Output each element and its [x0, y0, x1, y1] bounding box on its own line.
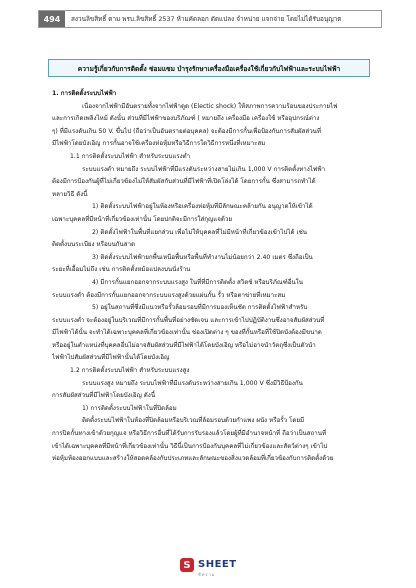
paragraph-line: ระบบแรงต่ำ หมายถึง ระบบไฟฟ้าที่มีแรงดันระหว่างสายไม่เกิน 1,000 V การติดตั้งทางไฟฟ้า [82, 165, 326, 173]
paragraph-line: ไฟฟ้าไปสัมผัสส่วนที่มีไฟฟ้านั้นได้โดยบังเอิญ [52, 354, 170, 362]
paragraph-line: ระบบแรงสูง หมายถึง ระบบไฟฟ้าที่มีแรงดันระหว่างสายเกิน 1,000 V ซึ่งมีวิธีป้องกัน [82, 379, 303, 387]
paragraph-line: ระบบแรงต่ำ ต้องมีการกั้นแยกออกจากระบบแรงสูงด้วยแผ่นกั้น รั้ว หรือตาข่ายที่เหมาะสม [52, 291, 286, 299]
logo-subtext: ชีทราม [198, 572, 216, 577]
paragraph-line: 2) ติดตั้งไฟฟ้าในพื้นที่แยกส่วน เพื่อไม่ให้บุคคลที่ไม่มีหน้าที่เกี่ยวข้องเข้าไปได้ เช่น [92, 228, 308, 236]
running-title: สงวนลิขสิทธิ์ ตาม พรบ.ลิขสิทธิ์ 2537 ห้ามคัดลอก ดัดแปลง จำหน่าย แจกจ่าย โดยไม่ได้รับอนุญาต [71, 15, 342, 23]
paragraph-line: 1.1 การติดตั้งระบบไฟฟ้า สำหรับระบบแรงต่ำ [70, 152, 191, 160]
paragraph-line: มีไฟฟ้าโดยบังเอิญ การกั้นอาจใช้เครื่องห่อหุ้มหรือวิธีการใดวิธีการหนึ่งที่เหมาะสม [52, 140, 266, 148]
paragraph-line: หรืออยู่ในตำแหน่งที่บุคคลอื่นไม่อาจสัมผัสส่วนที่มีไฟฟ้าได้โดยบังเอิญ หรือไม่อาจนำวัตถุซึ่งเป็นตัวนำ [52, 341, 316, 349]
paragraph-line: การสัมผัสส่วนที่มีไฟฟ้าโดยบังเอิญ ดังนี้ [52, 392, 156, 400]
paragraph-line: มีไฟฟ้าได้นั้น จะทำได้เฉพาะบุคคลที่เกี่ยวข้องเท่านั้น ช่องเปิดต่าง ๆ ของที่กั้นหรือที่ใช้ปิดบังต้องมีขนาด [52, 329, 322, 337]
page-number: 494 [39, 11, 65, 27]
section-heading: 1. การติดตั้งระบบไฟฟ้า [52, 90, 117, 97]
publisher-logo [180, 552, 237, 578]
logo-icon: S [180, 558, 194, 572]
paragraph-line: 1) การติดตั้งระบบไฟฟ้าในที่ปิดล้อม [82, 404, 177, 412]
paragraph-line: การปิดกั้นทางเข้าด้วยกุญแจ หรือวิธีการอื่นที่ได้รับการรับรองแล้วโดยผู้ที่มีอำนาจหน้าที่ ถือว่าเป็นสถานที่ [52, 430, 327, 438]
paragraph-line: ติดตั้งบนระเบียง หรือบนกันสาด [52, 241, 136, 249]
section-title: ความรู้เกี่ยวกับการติดตั้ง ซ่อมแซม บำรุงรักษาเครื่องมือเครื่องใช้เกี่ยวกับไฟฟ้าและระบบไฟฟ้า [48, 59, 370, 77]
paragraph-line: ห่อหุ้มท้องออกแบบและสร้างให้สอดคล้องกับประเภทและลักษณะของสิ่งแวดล้อมที่เกี่ยวข้องกับการติดตั้งด้วย [52, 455, 334, 463]
logo-text: SHEET [198, 559, 237, 570]
paragraph-line: เฉพาะบุคคลที่มีหน้าที่เกี่ยวข้องเท่านั้น โดยปกติจะมีการใส่กุญแจด้วย [52, 215, 233, 223]
paragraph-line: 1) ติดตั้งระบบไฟฟ้าอยู่ในห้องหรือเครื่องห่อหุ้มที่มีลักษณะคล้ายกัน อนุญาตให้เข้าได้ [92, 203, 313, 211]
paragraph-line: 3) ติดตั้งระบบไฟฟ้ายกพื้นเหนือพื้นหรือพื้นที่ทำงานไม่น้อยกว่า 2.40 เมตร ซึ่งถือเป็น [92, 253, 313, 261]
paragraph-line: ระบบแรงต่ำ จะต้องอยู่ในบริเวณที่มีการกั้นพื้นที่อย่างชัดเจน และการเข้าไปปฏิบัติงานซึ่งอาจสัมผัสส่วนที่ [52, 316, 325, 324]
paragraph-line: 5) อยู่ในสถานที่ซึ่งมีแนวหรือรั้วล้อมรอบที่มีการมองเห็นชัด การติดตั้งไฟฟ้าสำหรับ [92, 304, 308, 312]
paragraph-line: ต้องมีการป้องกันผู้ที่ไม่เกี่ยวข้องไม่ให้สัมผัสกับส่วนที่มีไฟฟ้าที่เปิดโล่งได้ โดยการกั้น ซึ่งสามารถทำได้ [52, 178, 316, 186]
paragraph-line: ระยะที่เอื้อมไม่ถึง เช่น การติดตั้งหม้อแปลงบนนั่งร้าน [52, 266, 191, 274]
paragraph-line: เนื่องจากไฟฟ้ามีอันตรายทั้งจากไฟฟ้าดูด (Electic shock) ให้สภาพการความร้อนของประกายไฟ [82, 102, 338, 110]
paragraph-line: 4) มีการกั้นแยกออกจากระบบแรงสูง ในที่ที่มีการติดตั้ง สวิตช์ หรือบริภัณฑ์อื่นใน [92, 278, 303, 286]
paragraph-line: 1.2 การติดตั้งระบบไฟฟ้า สำหรับระบบแรงสูง [70, 367, 190, 375]
document-body [52, 88, 370, 466]
paragraph-line: ติดตั้งระบบไฟฟ้าในห้องที่ปิดล้อมหรือบริเวณที่ล้อมรอบด้วยกำแพง ผนัง หรือรั้ว โดยมี [82, 417, 305, 425]
page-header [38, 10, 382, 28]
paragraph-line: เข้าได้เฉพาะบุคคลที่มีหน้าที่เกี่ยวข้องเท่านั้น วิธีนี้เป็นการป้องกันบุคคลที่ไม่เกี่ยวข้องและสัตว์ต่างๆ เข้าไป [52, 442, 328, 450]
paragraph-line: ๆ) ที่มีแรงดันเกิน 50 V. ขึ้นไป (ถือว่าเป็นอันตรายต่อบุคคล) จะต้องมีการกั้นเพื่อป้องกันการสัมผัสส่วนที่ [52, 127, 321, 135]
paragraph-line: หลายวิธี ดังนี้ [52, 190, 88, 198]
paragraph-line: และการเกิดเพลิงไหม้ ดังนั้น ส่วนที่มีไฟฟ้าของบริภัณฑ์ ( หมายถึง เครื่องมือ เครื่องใช้ หรืออุปกรณ์ต่าง [52, 115, 320, 123]
